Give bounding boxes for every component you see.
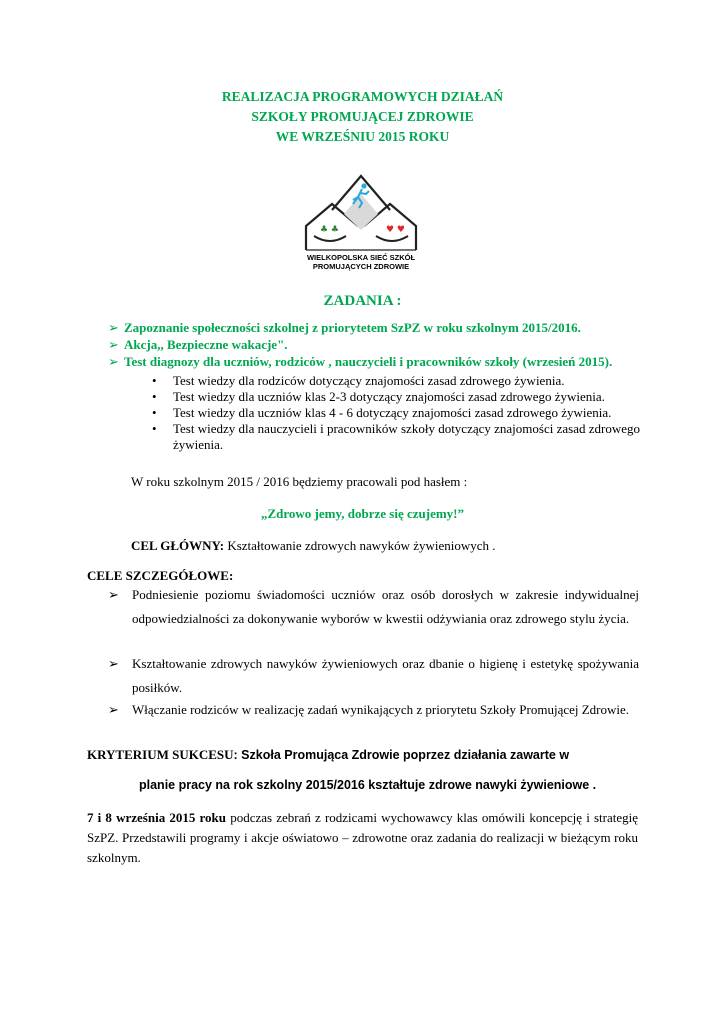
title-line-1: REALIZACJA PROGRAMOWYCH DZIAŁAŃ — [221, 89, 504, 104]
subtask-text: Test wiedzy dla nauczycieli i pracowników szkoły dotyczący znajomości zasad zdrowego żywienia. — [173, 421, 640, 452]
arrow-bullet-icon: ➢ — [108, 337, 119, 352]
logo-text-line-1: WIELKOPOLSKA SIEĆ SZKÓŁ — [306, 253, 416, 262]
arrow-bullet-icon: ➢ — [108, 702, 119, 717]
main-goal-text: Kształtowanie zdrowych nawyków żywieniowych . — [224, 538, 496, 553]
bullet-dot-icon: • — [152, 389, 157, 404]
subtask-text: Test wiedzy dla uczniów klas 2-3 dotyczący znajomości zasad zdrowego żywienia. — [173, 389, 605, 404]
task-item — [108, 337, 288, 353]
task-item — [108, 354, 612, 370]
logo-text-line-2: PROMUJĄCYCH ZDROWIE — [312, 262, 410, 271]
detailed-goals-heading: CELE SZCZEGÓŁOWE: — [87, 568, 234, 583]
arrow-bullet-icon: ➢ — [108, 587, 119, 602]
subtask-text: Test wiedzy dla uczniów klas 4 - 6 dotyczący znajomości zasad zdrowego żywienia. — [173, 405, 612, 420]
bullet-dot-icon: • — [152, 421, 157, 436]
motto-intro: W roku szkolnym 2015 / 2016 będziemy pracowali pod hasłem : — [131, 474, 468, 489]
svg-text:♣ ♣: ♣ ♣ — [320, 225, 339, 235]
title-line-2: SZKOŁY PROMUJĄCEJ ZDROWIE — [251, 109, 474, 124]
arrow-bullet-icon: ➢ — [108, 656, 119, 671]
task-text: Test diagnozy dla uczniów, rodziców , nauczycieli i pracowników szkoły (wrzesień 2015). — [124, 354, 613, 369]
summary-text: podczas zebrań z rodzicami wychowawcy klas omówili koncepcję i strategię SzPZ. Przedstawili programy i akcje oświatowo – zdrowotne oraz zadania do realizacji w bieżącym roku szkolnym. — [87, 810, 638, 865]
detailed-goal-text: Włączanie rodziców w realizację zadań wynikających z priorytetu Szkoły Promującej Zdrowie. — [132, 702, 630, 717]
title-line-3: WE WRZEŚNIU 2015 ROKU — [275, 129, 450, 144]
arrow-bullet-icon: ➢ — [108, 354, 119, 369]
success-criterion-line-2: planie pracy na rok szkolny 2015/2016 kształtuje zdrowe nawyki żywieniowe . — [139, 778, 597, 792]
success-criterion-text: : Szkoła Promująca Zdrowie poprzez działania zawarte w — [233, 748, 570, 762]
summary-paragraph — [87, 808, 638, 868]
detailed-goal-text: Podniesienie poziomu świadomości uczniów oraz osób dorosłych w zakresie indywidualnej odpowiedzialności za dokonywanie wyborów w kwestii odżywiania oraz zdrowego stylu życia. — [132, 587, 639, 626]
task-text: Akcja,, Bezpieczne wakacje". — [124, 337, 288, 352]
task-item — [108, 320, 581, 336]
summary-date: 7 i 8 września 2015 roku — [87, 810, 227, 825]
success-criterion-label: KRYTERIUM SUKCESU — [87, 747, 234, 762]
school-network-logo — [300, 170, 422, 278]
zadania-heading: ZADANIA : — [323, 293, 402, 309]
main-goal — [131, 538, 496, 554]
bullet-dot-icon: • — [152, 373, 157, 388]
bullet-dot-icon: • — [152, 405, 157, 420]
arrow-bullet-icon: ➢ — [108, 320, 119, 335]
task-text: Zapoznanie społeczności szkolnej z priorytetem SzPZ w roku szkolnym 2015/2016. — [124, 320, 581, 335]
subtask-text: Test wiedzy dla rodziców dotyczący znajomości zasad zdrowego żywienia. — [173, 373, 565, 388]
motto: „Zdrowo jemy, dobrze się czujemy!” — [260, 506, 465, 521]
svg-text:♥ ♥: ♥ ♥ — [386, 225, 405, 235]
detailed-goal-text: Kształtowanie zdrowych nawyków żywieniowych oraz dbanie o higienę i estetykę spożywania posiłków. — [132, 656, 639, 695]
main-goal-label: CEL GŁÓWNY: — [131, 538, 225, 553]
success-criterion-line-1 — [87, 747, 569, 763]
